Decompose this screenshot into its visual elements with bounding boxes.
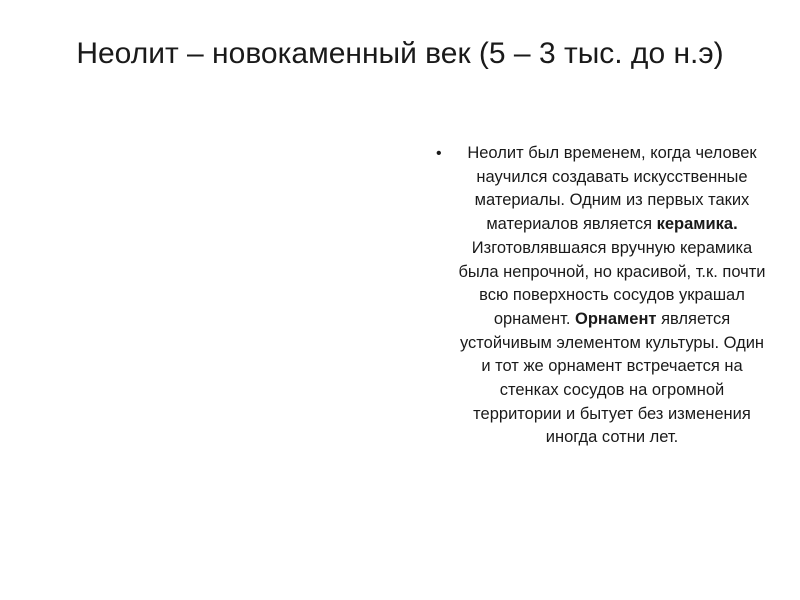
- bold-term-ornament: Орнамент: [575, 309, 657, 328]
- bullet-marker: •: [436, 145, 442, 162]
- bold-term-keramika: керамика.: [656, 215, 738, 234]
- paragraph-segment: Неолит был временем, когда человек научился создавать искусственные материалы. Одним из первых таких материалов является: [467, 144, 757, 234]
- slide-title: Неолит – новокаменный век (5 – 3 тыс. до н.э): [76, 37, 724, 70]
- paragraph-segment: является устойчивым элементом культуры. Один и тот же орнамент встречается на стенках сосудов на огромной территории и бытует без изменения иногда сотни лет.: [459, 309, 765, 447]
- paragraph-segment: Изготовлявшаяся вручную керамика была непрочной, но красивой, т.к. почти всю поверхность сосудов украшал орнамент.: [458, 238, 766, 328]
- bullet-list-item: [436, 142, 766, 450]
- body-paragraph: [458, 142, 766, 450]
